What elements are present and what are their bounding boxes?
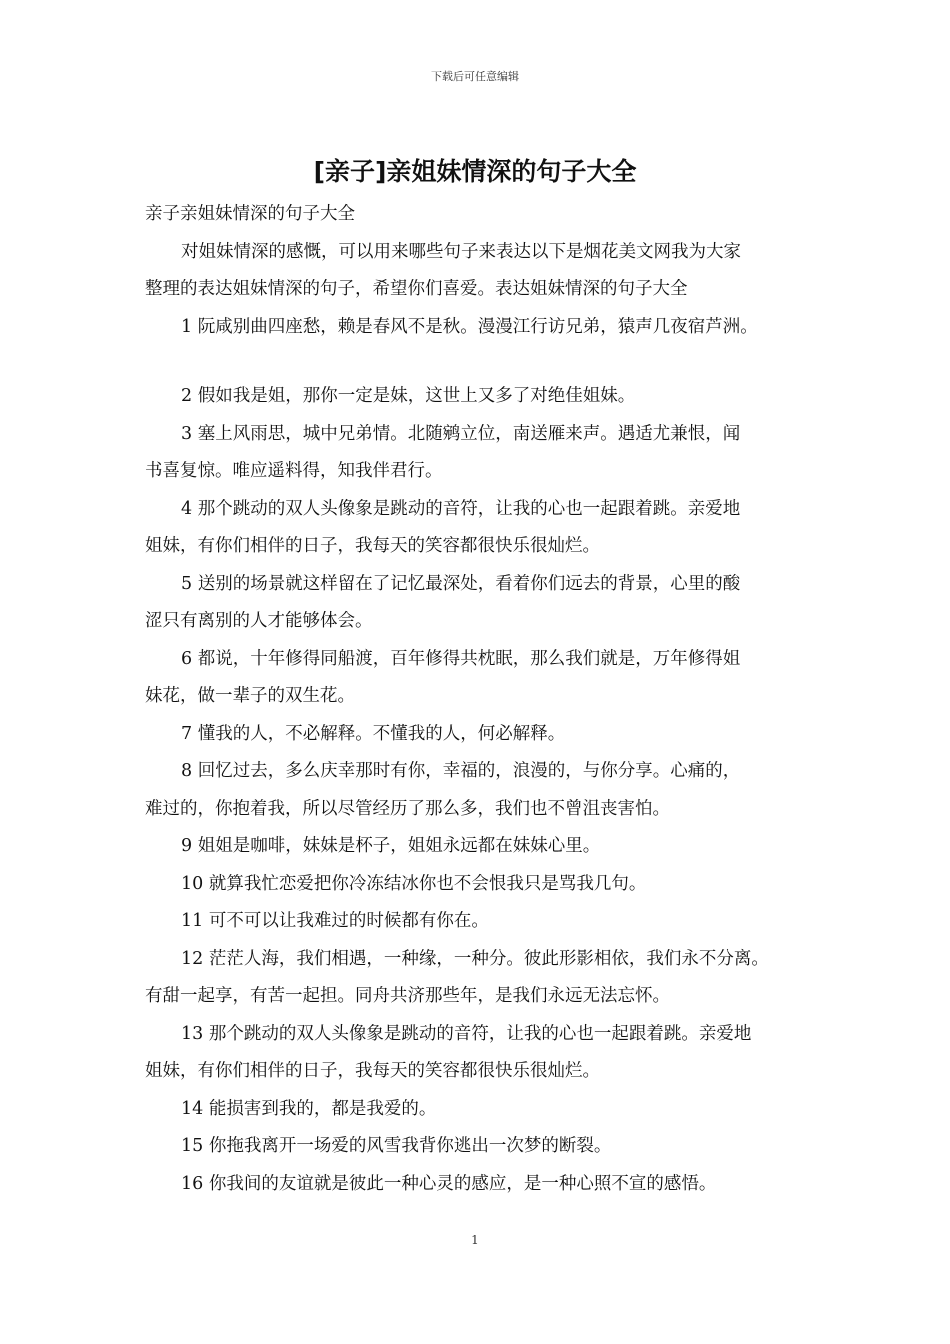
paragraph-line: 14 能损害到我的，都是我爱的。 xyxy=(181,1098,437,1119)
paragraph-item-4 xyxy=(145,491,817,566)
blank-line xyxy=(145,346,817,378)
paragraph-line: 有甜一起享，有苦一起担。同舟共济那些年，是我们永远无法忘怀。 xyxy=(145,986,670,1006)
paragraph-item-12 xyxy=(145,941,817,1016)
paragraph-line: 9 姐姐是咖啡，妹妹是杯子，姐姐永远都在妹妹心里。 xyxy=(181,836,601,856)
paragraph-item-7 xyxy=(145,716,817,754)
paragraph-line: 1 阮咸别曲四座愁，赖是春风不是秋。漫漫江行访兄弟，猿声几夜宿芦洲。 xyxy=(181,316,758,337)
paragraph-line: 姐妹，有你们相伴的日子，我每天的笑容都很快乐很灿烂。 xyxy=(145,536,600,556)
paragraph-line: 15 你拖我离开一场爱的风雪我背你逃出一次梦的断裂。 xyxy=(181,1136,612,1156)
paragraph-item-6 xyxy=(145,641,817,716)
paragraph-item-15 xyxy=(145,1128,817,1166)
paragraph-line: 姐妹，有你们相伴的日子，我每天的笑容都很快乐很灿烂。 xyxy=(145,1061,600,1081)
paragraph-line: 10 就算我忙恋爱把你冷冻结冰你也不会恨我只是骂我几句。 xyxy=(181,873,647,894)
paragraph-item-5 xyxy=(145,566,817,641)
paragraph-item-8 xyxy=(145,753,817,828)
paragraph-line: 书喜复惊。唯应遥料得，知我伴君行。 xyxy=(145,461,443,481)
paragraph-line: 12 茫茫人海，我们相遇，一种缘，一种分。彼此形影相依，我们永不分离。 xyxy=(181,948,769,969)
document-subtitle: 亲子亲姐妹情深的句子大全 xyxy=(145,204,355,224)
page-number: 1 xyxy=(471,1233,479,1247)
paragraph-item-1 xyxy=(145,309,817,347)
paragraph-line: 8 回忆过去，多么庆幸那时有你，幸福的，浪漫的，与你分享。心痛的， xyxy=(181,761,741,781)
document-title: [亲子]亲姐妹情深的句子大全 xyxy=(313,157,637,186)
paragraph-line: 2 假如我是姐，那你一定是妹，这世上又多了对绝佳姐妹。 xyxy=(181,386,636,406)
paragraph-item-9 xyxy=(145,828,817,866)
paragraph-line: 6 都说，十年修得同船渡，百年修得共枕眠，那么我们就是，万年修得姐 xyxy=(181,648,741,669)
paragraph-item-16 xyxy=(145,1166,817,1204)
paragraph-line: 难过的，你抱着我，所以尽管经历了那么多，我们也不曾沮丧害怕。 xyxy=(145,798,670,819)
paragraph-item-14 xyxy=(145,1091,817,1129)
document-body xyxy=(145,196,817,1203)
paragraph-line: 5 送别的场景就这样留在了记忆最深处，看着你们远去的背景，心里的酸 xyxy=(181,573,741,594)
paragraph-item-10 xyxy=(145,866,817,904)
paragraph-line: 整理的表达姐妹情深的句子，希望你们喜爱。表达姐妹情深的句子大全 xyxy=(145,279,688,299)
paragraph-line: 4 那个跳动的双人头像象是跳动的音符，让我的心也一起跟着跳。亲爱地 xyxy=(181,498,741,519)
paragraph-item-13 xyxy=(145,1016,817,1091)
paragraph-line: 涩只有离别的人才能够体会。 xyxy=(145,611,373,631)
paragraph-line: 3 塞上风雨思，城中兄弟情。北随鹓立位，南送雁来声。遇适尤兼恨，闻 xyxy=(181,423,741,444)
paragraph-line: 13 那个跳动的双人头像象是跳动的音符，让我的心也一起跟着跳。亲爱地 xyxy=(181,1023,752,1044)
paragraph-line: 11 可不可以让我难过的时候都有你在。 xyxy=(181,911,489,931)
paragraph-line: 妹花，做一辈子的双生花。 xyxy=(145,686,355,706)
paragraph-item-3 xyxy=(145,416,817,491)
paragraph-line: 对姐妹情深的感慨，可以用来哪些句子来表达以下是烟花美文网我为大家 xyxy=(181,241,741,262)
paragraph-item-2 xyxy=(145,378,817,416)
paragraph-line: 7 懂我的人，不必解释。不懂我的人，何必解释。 xyxy=(181,723,566,744)
page-header: 下载后可任意编辑 xyxy=(431,70,519,83)
paragraph-item-11 xyxy=(145,903,817,941)
paragraph-line: 16 你我间的友谊就是彼此一种心灵的感应，是一种心照不宣的感悟。 xyxy=(181,1173,717,1194)
paragraph-intro xyxy=(145,234,817,309)
